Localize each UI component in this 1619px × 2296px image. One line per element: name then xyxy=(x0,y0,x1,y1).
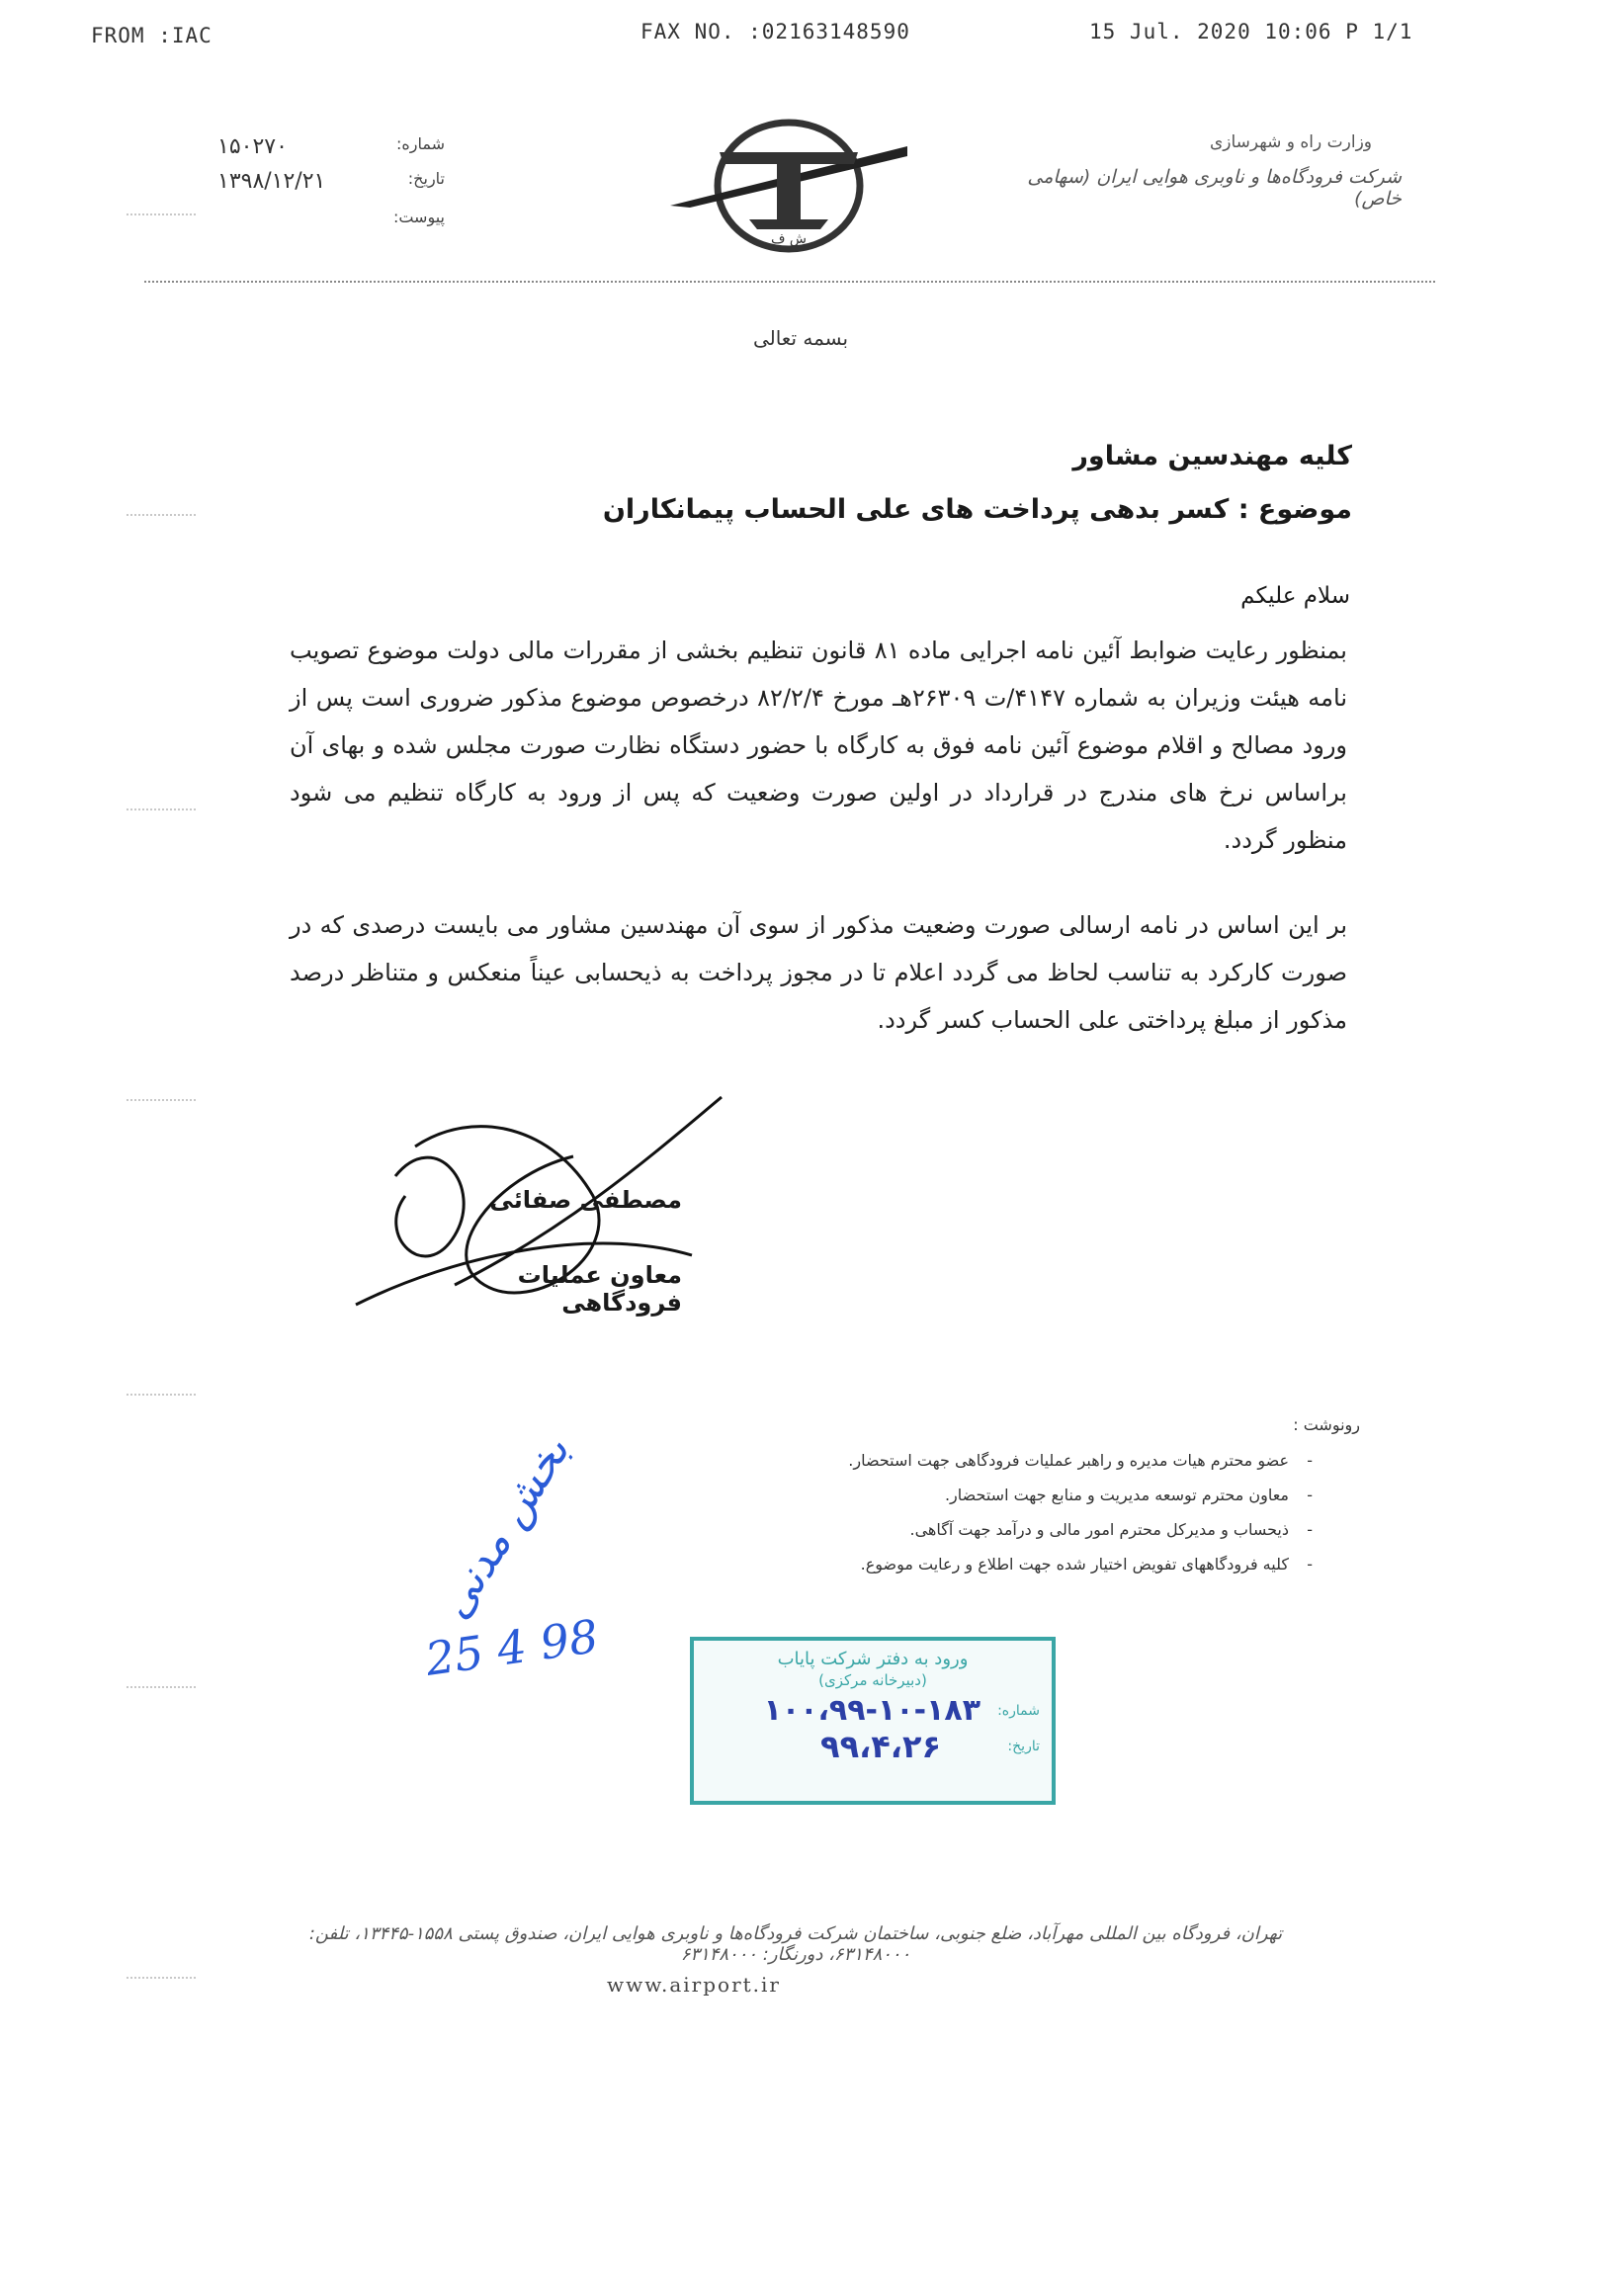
margin-mark xyxy=(127,213,196,217)
received-stamp xyxy=(690,1637,1056,1805)
fax-datetime: 15 Jul. 2020 10:06 P 1/1 xyxy=(1089,20,1413,43)
letter-number-block xyxy=(217,134,445,228)
margin-mark xyxy=(127,1394,196,1398)
cc-item: - عضو محترم هیات مدیره و راهبر عملیات فرودگاهی جهت استحضار. xyxy=(759,1451,1313,1470)
letter-attachment-label: پیوست: xyxy=(392,208,445,226)
letter-number: ۱۵۰۲۷۰ xyxy=(217,134,288,159)
fax-from: FROM :IAC xyxy=(91,24,213,47)
letter-date: ۱۳۹۸/۱۲/۲۱ xyxy=(217,169,326,194)
handwritten-date: 25 4 98 xyxy=(422,1609,602,1686)
cc-heading: رونوشت : xyxy=(1293,1415,1360,1434)
organization-logo xyxy=(660,117,917,255)
addressee: کلیه مهندسین مشاور xyxy=(1072,441,1352,471)
signatory-name: مصطفی صفائی xyxy=(489,1186,682,1214)
subject: موضوع : کسر بدهی پرداخت های علی الحساب پیمانکاران xyxy=(602,494,1352,525)
fax-number: FAX NO. :02163148590 xyxy=(640,20,910,43)
margin-mark xyxy=(127,1977,196,1981)
organization-ministry: وزارت راه و شهرسازی xyxy=(1209,132,1372,152)
cc-item: - کلیه فرودگاههای تفویض اختیار شده جهت اطلاع و رعایت موضوع. xyxy=(759,1555,1313,1573)
cc-item: - ذیحساب و مدیرکل محترم امور مالی و درآمد جهت آگاهی. xyxy=(759,1520,1313,1539)
margin-mark xyxy=(127,1099,196,1103)
stamp-number-label: شماره: xyxy=(997,1702,1040,1719)
salutation-top: بسمه تعالی xyxy=(752,326,849,350)
footer-website: www.airport.ir xyxy=(607,1973,781,1997)
margin-mark xyxy=(127,514,196,518)
svg-text:ش ف: ش ف xyxy=(770,231,808,247)
body-paragraph-1: بمنظور رعایت ضوابط آئین نامه اجرایی ماده ۸۱ قانون تنظیم بخشی از مقررات مالی دولت موضوع تصویب نامه هیئت وزیران به شماره ۴۱۴۷/ت ۲۶۳۰۹هـ مورخ ۸۲/۲/۴ درخصوص موضوع مذکور ضروری است پس از ورود مصالح و اقلام موضوع آئین نامه فوق به کارگاه با حضور دستگاه نظارت صورت مجلس شده و بهای آن براساس نرخ های مندرج در قرارداد در اولین صورت وضعیت که پس از ورود به کارگاه تنظیم می شود منظور گردد. xyxy=(290,637,1348,854)
body-paragraph-2: بر این اساس در نامه ارسالی صورت وضعیت مذکور از سوی آن مهندسین مشاور می بایست درصدی که در صورت کارکرد به تناسب لحاظ می گردد اعلام تا در مجوز پرداخت به ذیحسابی عیناً منعکس و متناظر درصد مذکور از مبلغ پرداختی علی الحساب کسر گردد. xyxy=(290,911,1347,1034)
margin-mark xyxy=(127,1686,196,1690)
stamp-number: ۱۰۰،۹۹-۱۰-۱۸۳ xyxy=(763,1693,980,1728)
header-divider xyxy=(144,281,1435,283)
handwritten-note: بخش مدنی xyxy=(428,1427,580,1628)
cc-list xyxy=(759,1451,1313,1589)
letter-number-label: شماره: xyxy=(395,134,445,153)
organization-company: شرکت فرودگاه‌ها و ناوبری هوایی ایران (سهامی خاص) xyxy=(1027,166,1402,210)
organization-name xyxy=(986,132,1402,210)
stamp-date-label: تاریخ: xyxy=(1007,1739,1040,1754)
stamp-title: ورود به دفتر شرکت پایاب xyxy=(777,1649,969,1669)
stamp-date: ۹۹،۴،۲۶ xyxy=(820,1728,941,1765)
cc-item: - معاون محترم توسعه مدیریت و منابع جهت استحضار. xyxy=(759,1486,1313,1504)
stamp-subtitle: (دبیرخانه مرکزی) xyxy=(818,1671,927,1689)
margin-mark xyxy=(127,808,196,812)
letter-date-label: تاریخ: xyxy=(407,169,445,188)
footer-address: تهران، فرودگاه بین المللی مهرآباد، ضلع جنوبی، ساختمان شرکت فرودگاه‌ها و ناوبری هوایی ایران، صندوق پستی ۱۵۵۸-۱۳۴۴۵، تلفن: ۶۳۱۴۸۰۰۰، دورنگار: ۶۳۱۴۸۰۰۰ xyxy=(308,1923,1283,1965)
signatory-title: معاون عملیات فرودگاهی xyxy=(517,1261,682,1317)
greeting: سلام علیکم xyxy=(1240,583,1350,609)
airport-logo-icon xyxy=(660,117,917,255)
